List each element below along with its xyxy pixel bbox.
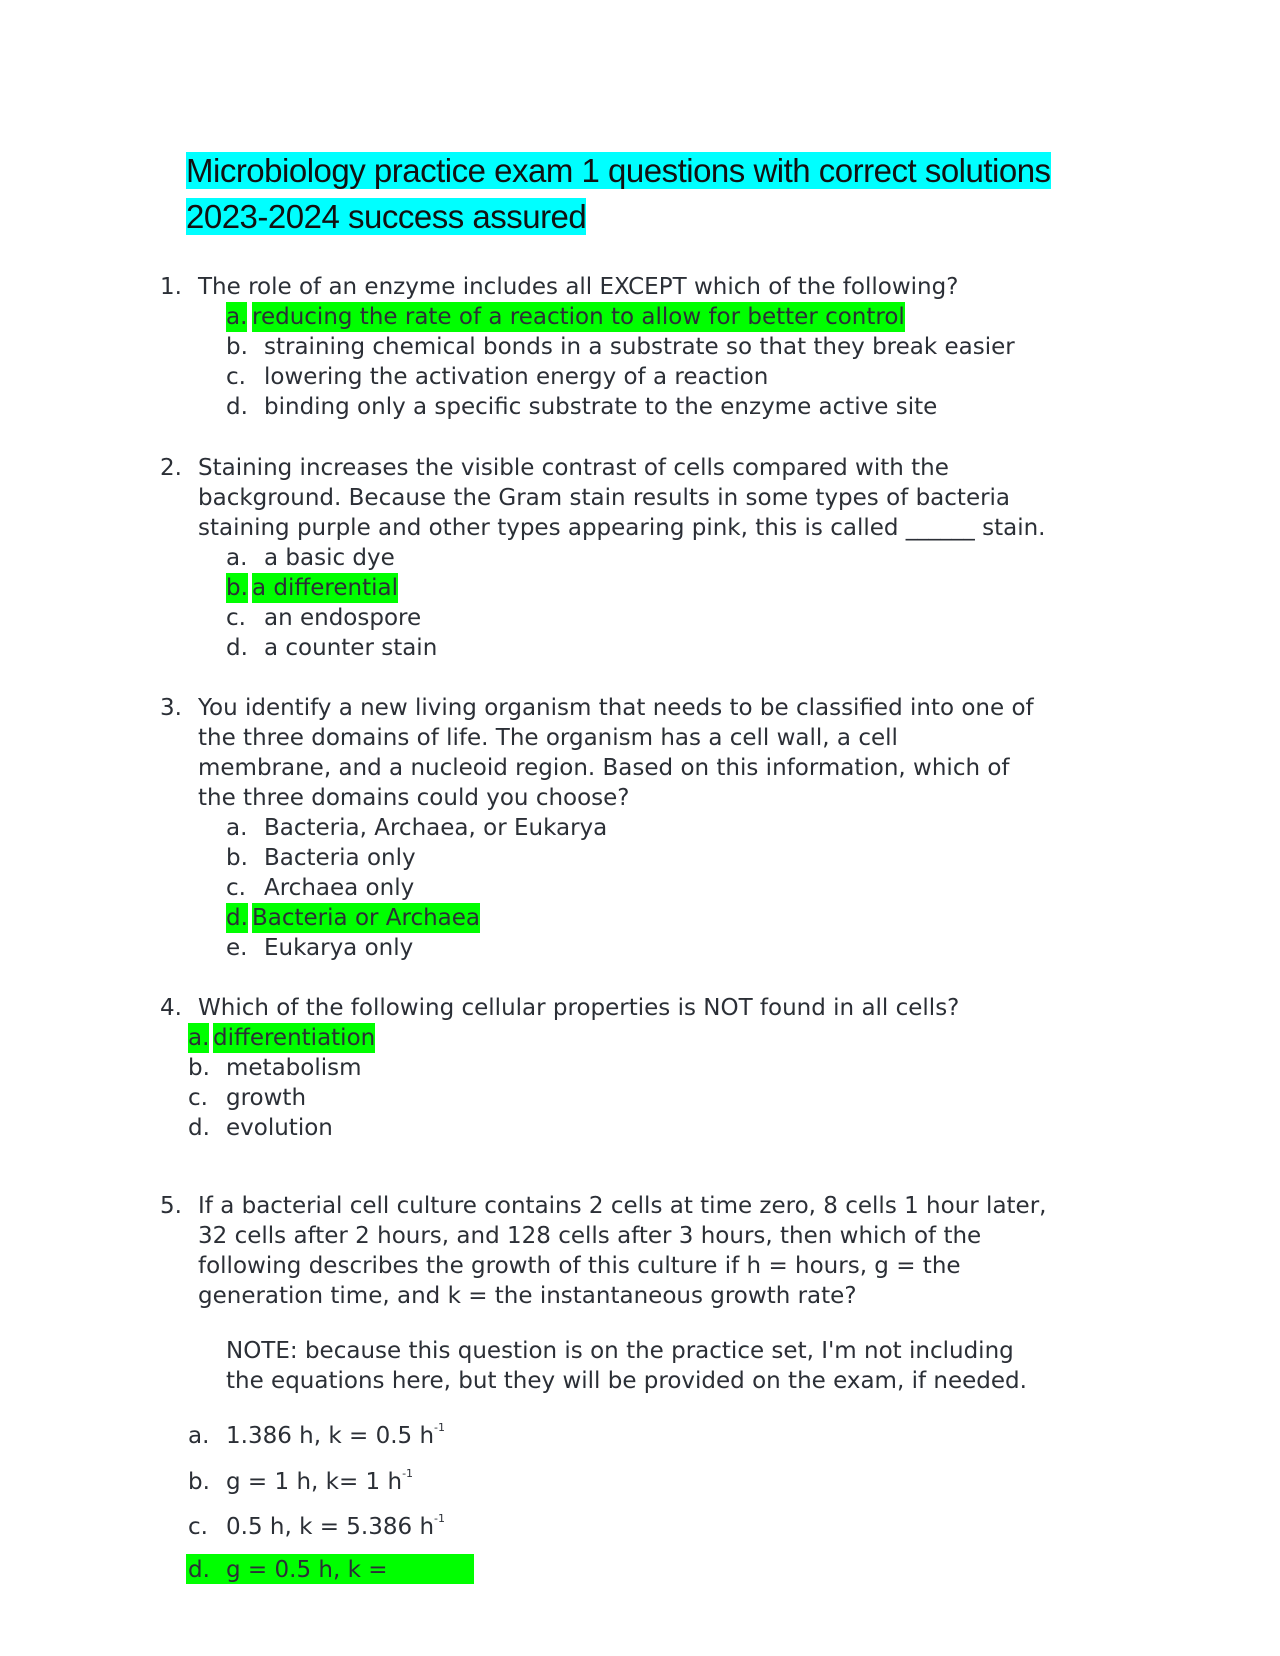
option-letter: d.: [188, 1557, 210, 1583]
option-text: 1.386 h, k = 0.5 $h^{-1}$: [226, 1421, 446, 1449]
question-text: the three domains of life. The organism has a cell wall, a cell: [198, 725, 898, 751]
option-text: Eukarya only: [264, 935, 414, 961]
option-text: a counter stain: [264, 635, 438, 661]
question-text: 32 cells after 2 hours, and 128 cells after 3 hours, then which of the: [198, 1223, 982, 1249]
question-text: the three domains could you choose?: [198, 785, 630, 811]
option-text: metabolism: [226, 1055, 362, 1081]
question-number: 2.: [160, 455, 182, 481]
document-title: [186, 148, 1106, 240]
question-text: following describes the growth of this culture if h = hours, g = the: [198, 1253, 961, 1279]
option-letter: e.: [226, 935, 248, 961]
question-text: You identify a new living organism that needs to be classified into one of: [198, 695, 1034, 721]
option-text: growth: [226, 1085, 307, 1111]
question-text: The role of an enzyme includes all EXCEPT which of the following?: [198, 274, 959, 300]
option-text: an endospore: [264, 605, 422, 631]
option-text-correct: reducing the rate of a reaction to allow for better control: [252, 304, 905, 330]
option-letter: d.: [226, 905, 248, 931]
option-letter: c.: [226, 875, 246, 901]
title-line-2: 2023-2024 success assured: [186, 198, 587, 235]
question-number: 1.: [160, 274, 182, 300]
option-text: Bacteria only: [264, 845, 416, 871]
question-number: 3.: [160, 695, 182, 721]
option-text-correct: differentiation: [213, 1025, 376, 1051]
option-letter: a.: [226, 545, 248, 571]
option-letter: c.: [226, 605, 246, 631]
question-text: generation time, and k = the instantaneous growth rate?: [198, 1283, 857, 1309]
option-text: a basic dye: [264, 545, 395, 571]
title-line-1: Microbiology practice exam 1 questions with correct solutions: [186, 152, 1051, 189]
option-letter: d.: [226, 635, 248, 661]
superscript: -1: [434, 1421, 446, 1434]
option-text: evolution: [226, 1115, 333, 1141]
question-text: Staining increases the visible contrast of cells compared with the: [198, 455, 949, 481]
option-text: lowering the activation energy of a reaction: [264, 364, 769, 390]
option-letter: d.: [226, 394, 248, 420]
option-letter: d.: [188, 1115, 210, 1141]
option-letter: a.: [226, 304, 248, 330]
option-text: Archaea only: [264, 875, 415, 901]
question-number: 4.: [160, 995, 182, 1021]
question-text: background. Because the Gram stain results in some types of bacteria: [198, 485, 1011, 511]
option-letter: b.: [226, 334, 248, 360]
question-text: staining purple and other types appearing pink, this is called ______ stain.: [198, 515, 1046, 541]
option-letter: b.: [226, 575, 248, 601]
option-text: Bacteria, Archaea, or Eukarya: [264, 815, 608, 841]
question-note: the equations here, but they will be provided on the exam, if needed.: [226, 1368, 1027, 1394]
option-letter: b.: [226, 845, 248, 871]
question-text: If a bacterial cell culture contains 2 cells at time zero, 8 cells 1 hour later,: [198, 1193, 1047, 1219]
question-note: NOTE: because this question is on the practice set, I'm not including: [226, 1338, 1014, 1364]
option-letter: c.: [226, 364, 246, 390]
option-text-correct: a differential: [252, 575, 398, 601]
option-letter: a.: [188, 1025, 210, 1051]
question-text: membrane, and a nucleoid region. Based on this information, which of: [198, 755, 1010, 781]
option-text: 0.5 h, k = 5.386 $h^{-1}$: [226, 1512, 446, 1540]
superscript: -1: [434, 1512, 446, 1525]
option-text: g = 1 h, k= 1 $h^{-1}$: [226, 1467, 414, 1495]
superscript: -1: [402, 1467, 414, 1480]
option-letter: a.: [226, 815, 248, 841]
option-letter: a.: [188, 1423, 210, 1449]
option-letter: c.: [188, 1085, 208, 1111]
option-letter: b.: [188, 1055, 210, 1081]
option-text: binding only a specific substrate to the enzyme active site: [264, 394, 938, 420]
option-letter: b.: [188, 1469, 210, 1495]
option-text-correct: Bacteria or Archaea: [252, 905, 481, 931]
question-text: Which of the following cellular properties is NOT found in all cells?: [198, 995, 960, 1021]
option-text-correct: g = 0.5 h, k =: [226, 1557, 388, 1583]
option-text: straining chemical bonds in a substrate so that they break easier: [264, 334, 1015, 360]
option-letter: c.: [188, 1514, 208, 1540]
question-number: 5.: [160, 1193, 182, 1219]
